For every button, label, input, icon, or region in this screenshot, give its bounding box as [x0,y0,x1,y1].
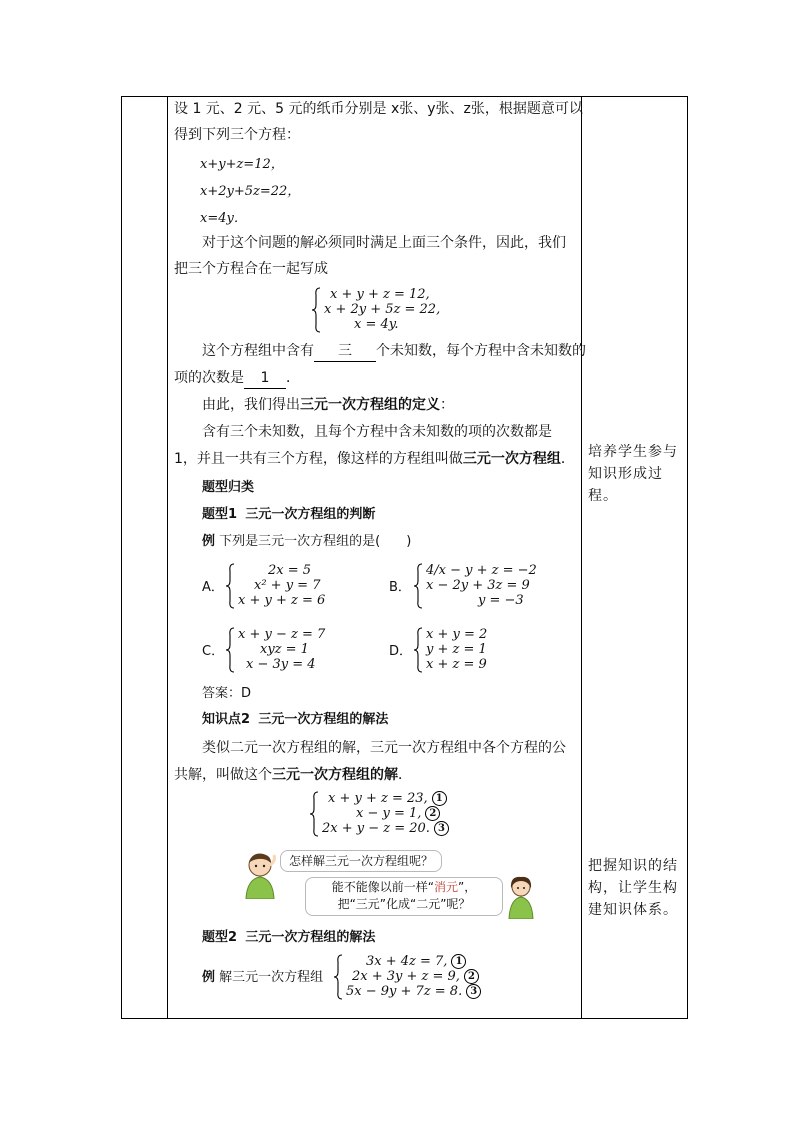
circled-number: 1 [451,954,466,969]
circled-number: 2 [464,969,479,984]
unknowns-line-2: 项的次数是 1 ． [174,368,300,389]
definition-lead: 由此，我们得出三元一次方程组的定义： [202,397,454,413]
definition-line-1: 含有三个未知数，且每个方程中含未知数的项的次数都是 [202,424,552,440]
question-bubble: 怎样解三元一次方程组呢？ [280,850,442,872]
answer-text: 答案：D [202,686,252,701]
brace-icon [414,627,424,673]
option-c-system: x + y − z = 7 xyz = 1 x − 3y = 4 [226,627,326,673]
equation-system-main [312,287,441,333]
knowledge2-line-1: 类似二元一次方程组的解，三元一次方程组中各个方程的公 [202,740,566,756]
system-row: x + 2y + 5z = 22, [324,302,441,317]
elimination-bubble: 能不能像以前一样“消元”， 把“三元”化成“二元”呢？ [305,877,503,916]
option-a-label: A． [202,580,224,595]
option-b-label: B． [389,580,411,595]
category-title: 题型归类 [202,480,255,495]
paragraph-line-2: 把三个方程合在一起写成 [174,261,328,277]
brace-icon [414,563,424,609]
type2-heading: 题型2 三元一次方程组的解法 [202,930,376,945]
option-b-system: 4/x − y + z = −2 x − 2y + 3z = 9 y = −3 [414,563,534,609]
system-row: x = 4y. [354,317,399,332]
example-1: 例 下列是三元一次方程组的是( ) [202,534,412,549]
unknowns-line-1: 这个方程组中含有 三 个未知数，每个方程中含未知数的 [202,341,586,362]
equation-2: x+2y+5z=22， [200,184,301,199]
example-2: 例 解三元一次方程组 [202,970,324,985]
lesson-table [121,96,688,1019]
definition-line-2: 1，并且一共有三个方程，像这样的方程组叫做三元一次方程组． [174,451,575,467]
student-thinking-icon [240,851,280,899]
option-d-system: x + y = 2 y + z = 1 x + z = 9 [414,627,494,673]
blank-unknowns: 三 [314,341,376,362]
circled-number: 1 [432,791,447,806]
brace-icon [312,287,322,333]
side-note-structure: 把握知识的结 构，让学生构 建知识体系。 [588,858,678,918]
intro-line-1: 设 1 元、2 元、5 元的纸币分别是 x张、y张、z张，根据题意可以 [174,101,583,117]
equation-system-example: 3x + 4z = 7, 1 2x + 3y + z = 9, 2 5x − 9y + 7z = 8. 3 [334,954,484,1000]
brace-icon [310,791,320,837]
intro-line-2: 得到下列三个方程： [174,127,300,143]
knowledge2-line-2: 共解，叫做这个三元一次方程组的解． [174,767,412,783]
equation-1: x+y+z=12， [200,157,284,172]
brace-icon [334,954,344,1000]
circled-number: 3 [466,984,481,999]
brace-icon [226,627,236,673]
circled-number: 2 [425,806,440,821]
blank-degree: 1 [244,368,286,389]
equation-3: x=4y． [200,211,247,226]
brace-icon [226,563,236,609]
column-divider-left [167,97,168,1018]
type1-heading: 题型1 三元一次方程组的判断 [202,507,376,522]
option-a-system: 2x = 5 x² + y = 7 x + y + z = 6 [226,563,326,609]
column-divider-right [581,97,582,1018]
equation-system-solution: x + y + z = 23, 1 x − y = 1, 2 2x + y − z = 20. 3 [310,791,450,837]
option-d-label: D． [389,644,413,659]
side-note-participation: 培养学生参与 知识形成过 程。 [588,444,678,504]
student-girl-icon [506,875,536,919]
knowledge2-heading: 知识点2 三元一次方程组的解法 [202,712,389,727]
circled-number: 3 [434,821,449,836]
option-c-label: C． [202,644,225,659]
system-row: x + y + z = 12, [330,287,430,302]
paragraph-line-1: 对于这个问题的解必须同时满足上面三个条件，因此，我们 [202,235,566,251]
